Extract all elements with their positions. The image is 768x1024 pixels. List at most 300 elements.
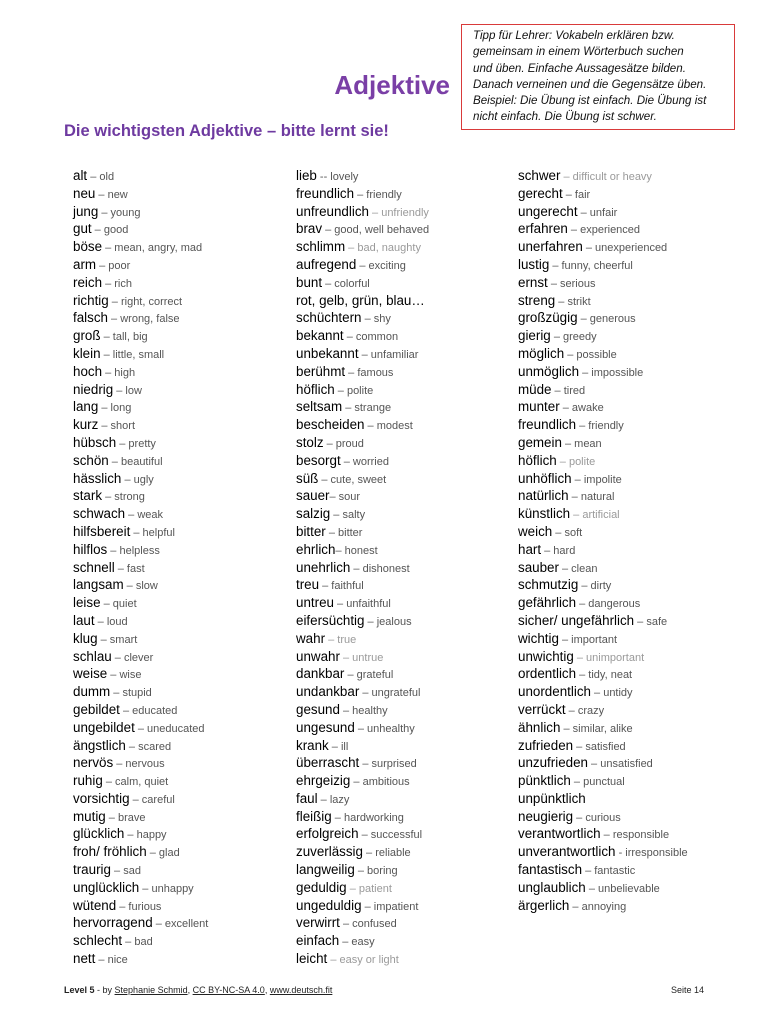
german-word: ernst xyxy=(518,274,548,290)
english-translation: – nice xyxy=(95,954,128,967)
german-word: sauber xyxy=(518,559,559,575)
german-word: fantastisch xyxy=(518,862,583,878)
vocab-row xyxy=(518,630,688,648)
vocab-row xyxy=(296,327,429,345)
english-translation: – unfriendly xyxy=(368,206,429,219)
english-translation: – furious xyxy=(116,900,162,913)
german-word: ehrlich xyxy=(296,541,336,557)
english-translation: – tidy, neat xyxy=(576,669,633,682)
german-word: schwer xyxy=(518,168,561,183)
vocab-row xyxy=(518,398,688,416)
german-word: möglich xyxy=(518,345,565,361)
german-word: seltsam xyxy=(296,399,343,415)
english-translation: – old xyxy=(87,171,115,183)
vocab-row xyxy=(518,292,688,310)
english-translation: – quiet xyxy=(100,598,137,611)
english-translation: – similar, alike xyxy=(560,722,633,735)
footer-license-link[interactable]: CC BY-NC-SA 4.0 xyxy=(192,985,265,995)
english-translation: – nervous xyxy=(113,758,165,771)
english-translation: – sour xyxy=(329,491,361,504)
vocab-row xyxy=(296,879,429,897)
vocab-row xyxy=(296,274,429,292)
vocab-row xyxy=(296,648,429,666)
vocab-row xyxy=(73,203,208,221)
vocab-column-1 xyxy=(73,167,208,968)
english-translation: – right, correct xyxy=(108,295,183,308)
german-word: bunt xyxy=(296,274,323,290)
english-translation: – annoying xyxy=(569,900,627,913)
english-translation: – unimportant xyxy=(573,651,645,664)
german-word: zufrieden xyxy=(518,737,574,753)
english-translation: – strange xyxy=(342,402,392,415)
german-word: höflich xyxy=(518,452,557,468)
english-translation: – successful xyxy=(358,829,423,842)
vocab-row xyxy=(518,416,688,434)
german-word: unverantwortlich xyxy=(518,844,616,860)
german-word: ungebildet xyxy=(73,719,135,735)
vocab-row xyxy=(518,897,688,915)
english-translation: – unsatisfied xyxy=(587,758,653,771)
vocab-row xyxy=(296,754,429,772)
vocab-row xyxy=(73,897,208,915)
english-translation: – wise xyxy=(107,669,142,682)
vocab-row xyxy=(296,719,429,737)
vocab-row xyxy=(518,879,688,897)
german-word: schmutzig xyxy=(518,577,579,593)
vocab-row xyxy=(73,256,208,274)
vocab-row xyxy=(73,683,208,701)
vocab-row xyxy=(73,327,208,345)
vocab-row xyxy=(296,576,429,594)
english-translation: – fantastic xyxy=(582,865,636,878)
vocab-row xyxy=(73,950,208,968)
vocab-row xyxy=(73,719,208,737)
vocab-row xyxy=(296,808,429,826)
german-word: alt xyxy=(73,168,88,183)
german-word: rot, gelb, grün, blau… xyxy=(296,292,425,308)
vocab-row xyxy=(296,203,429,221)
vocab-row xyxy=(73,309,208,327)
german-word: freundlich xyxy=(518,417,577,433)
german-word: arm xyxy=(73,256,97,272)
german-word: langweilig xyxy=(296,862,355,878)
vocab-row xyxy=(296,683,429,701)
german-word: ängstlich xyxy=(73,737,126,753)
german-word: lustig xyxy=(518,256,550,272)
german-word: untreu xyxy=(296,595,334,611)
english-translation: – boring xyxy=(354,865,398,878)
vocab-row xyxy=(296,594,429,612)
vocab-column-2 xyxy=(296,167,429,968)
vocab-row xyxy=(518,665,688,683)
vocab-row xyxy=(73,541,208,559)
vocab-row xyxy=(73,861,208,879)
english-translation: – new xyxy=(95,188,128,201)
english-translation: – excellent xyxy=(152,918,209,931)
vocab-row xyxy=(296,701,429,719)
english-translation: – strikt xyxy=(555,295,591,308)
english-translation: – smart xyxy=(97,633,138,646)
german-word: eifersüchtig xyxy=(296,612,365,628)
german-word: schlecht xyxy=(73,933,123,949)
vocab-row xyxy=(73,648,208,666)
english-translation: – bitter xyxy=(325,526,363,539)
footer-separator: , xyxy=(187,985,193,995)
vocab-row xyxy=(296,345,429,363)
german-word: gut xyxy=(73,221,92,237)
german-word: unerfahren xyxy=(518,239,583,255)
teacher-tip-box xyxy=(461,24,735,130)
vocab-row xyxy=(518,683,688,701)
english-translation: – friendly xyxy=(576,420,624,433)
english-translation: – clever xyxy=(111,651,154,664)
german-word: ungeduldig xyxy=(296,897,362,913)
english-translation: – responsible xyxy=(600,829,670,842)
vocab-row xyxy=(73,576,208,594)
english-translation: – patient xyxy=(346,882,392,895)
english-translation: – crazy xyxy=(565,704,605,717)
german-word: ungerecht xyxy=(518,203,578,219)
english-translation: – faithful xyxy=(319,580,364,593)
english-translation: – pretty xyxy=(116,437,156,450)
vocab-row xyxy=(296,292,429,310)
english-translation: – beautiful xyxy=(108,455,163,468)
english-translation: – worried xyxy=(340,455,389,468)
german-word: unhöflich xyxy=(518,470,572,486)
vocab-row xyxy=(296,505,429,523)
vocab-row xyxy=(73,630,208,648)
page-number: Seite 14 xyxy=(670,985,704,995)
english-translation: – hard xyxy=(541,544,576,557)
vocab-row xyxy=(296,434,429,452)
german-word: lang xyxy=(73,399,99,415)
english-translation: – helpless xyxy=(107,544,160,557)
german-word: unordentlich xyxy=(518,684,591,700)
german-word: unbekannt xyxy=(296,345,359,361)
german-word: falsch xyxy=(73,310,108,326)
vocab-row xyxy=(73,559,208,577)
english-translation: – careful xyxy=(129,793,175,806)
vocab-row xyxy=(518,648,688,666)
english-translation: – tall, big xyxy=(100,331,148,344)
german-word: undankbar xyxy=(296,684,360,700)
vocab-row xyxy=(518,754,688,772)
german-word: wahr xyxy=(296,630,326,646)
vocab-row xyxy=(296,185,429,203)
vocab-row xyxy=(518,363,688,381)
english-translation: – salty xyxy=(330,509,366,522)
english-translation: – strong xyxy=(102,491,145,504)
vocab-row xyxy=(518,594,688,612)
vocab-row xyxy=(296,612,429,630)
vocab-row xyxy=(296,790,429,808)
english-translation: – punctual xyxy=(570,776,625,789)
english-translation: – educated xyxy=(119,704,178,717)
english-translation: – ill xyxy=(328,740,349,753)
german-word: schön xyxy=(73,452,109,468)
vocab-row xyxy=(296,381,429,399)
vocab-row xyxy=(296,452,429,470)
vocab-row xyxy=(73,701,208,719)
german-word: überrascht xyxy=(296,755,360,771)
english-translation: – dishonest xyxy=(350,562,410,575)
german-word: hilfsbereit xyxy=(73,523,131,539)
english-translation: – young xyxy=(98,206,141,219)
vocab-row xyxy=(73,470,208,488)
english-translation: – hardworking xyxy=(331,811,404,824)
english-translation: – easy or light xyxy=(327,954,399,967)
english-translation: – low xyxy=(113,384,142,397)
german-word: gierig xyxy=(518,328,551,344)
vocab-row xyxy=(518,861,688,879)
german-word: streng xyxy=(518,292,556,308)
german-word: natürlich xyxy=(518,488,569,504)
english-translation: – glad xyxy=(146,847,180,860)
german-word: munter xyxy=(518,399,560,415)
english-translation: – unhealthy xyxy=(354,722,415,735)
vocab-row xyxy=(296,523,429,541)
vocab-row xyxy=(73,416,208,434)
vocab-row xyxy=(518,345,688,363)
german-word: weise xyxy=(73,666,108,682)
german-word: wütend xyxy=(73,897,117,913)
german-word: jung xyxy=(73,203,99,219)
german-word: hervorragend xyxy=(73,915,153,931)
german-word: hart xyxy=(518,541,542,557)
german-word: unehrlich xyxy=(296,559,351,575)
german-word: traurig xyxy=(73,862,111,878)
footer-website-link[interactable]: www.deutsch.fit xyxy=(269,985,333,995)
vocab-row xyxy=(73,452,208,470)
german-word: kurz xyxy=(73,417,99,433)
vocab-row xyxy=(296,398,429,416)
german-word: stolz xyxy=(296,434,324,450)
vocab-row xyxy=(73,790,208,808)
german-word: laut xyxy=(73,612,95,628)
vocab-row xyxy=(296,825,429,843)
vocab-row xyxy=(296,238,429,256)
vocab-row xyxy=(73,772,208,790)
german-word: nervös xyxy=(73,755,114,771)
english-translation: – brave xyxy=(105,811,146,824)
english-translation: – ungrateful xyxy=(359,687,421,700)
vocab-row xyxy=(296,487,429,505)
vocab-row xyxy=(518,719,688,737)
english-translation: – impossible xyxy=(579,366,644,379)
german-word: hübsch xyxy=(73,434,117,450)
english-translation: – greedy xyxy=(550,331,597,344)
english-translation: – modest xyxy=(364,420,413,433)
english-translation: – weak xyxy=(125,509,164,522)
tip-line: nicht einfach. Die Übung ist schwer. xyxy=(473,110,657,124)
english-translation: – ugly xyxy=(121,473,154,486)
german-word: ähnlich xyxy=(518,719,561,735)
english-translation: – satisfied xyxy=(573,740,626,753)
vocab-row xyxy=(518,470,688,488)
german-word: unpünktlich xyxy=(518,790,586,806)
vocab-row xyxy=(518,185,688,203)
english-translation: – loud xyxy=(94,615,128,628)
vocab-row xyxy=(73,167,208,185)
vocab-row xyxy=(518,808,688,826)
english-translation: – uneducated xyxy=(134,722,205,735)
english-translation: – unfair xyxy=(577,206,618,219)
english-translation: – unfamiliar xyxy=(358,348,419,361)
english-translation: – bad, naughty xyxy=(345,242,421,255)
german-word: salzig xyxy=(296,506,331,522)
vocab-row xyxy=(73,434,208,452)
german-word: schlimm xyxy=(296,239,346,255)
vocab-row xyxy=(73,879,208,897)
german-word: neu xyxy=(73,185,96,201)
german-word: weich xyxy=(518,523,553,539)
page-footer xyxy=(64,985,704,995)
german-word: unmöglich xyxy=(518,363,580,379)
german-word: ärgerlich xyxy=(518,897,570,913)
vocab-row xyxy=(518,843,688,861)
english-translation: – sad xyxy=(110,865,141,878)
english-translation: – honest xyxy=(335,544,378,557)
german-word: aufregend xyxy=(296,256,357,272)
german-word: höflich xyxy=(296,381,335,397)
german-word: bescheiden xyxy=(296,417,365,433)
english-translation: – true xyxy=(325,633,357,646)
english-translation: – mean, angry, mad xyxy=(102,242,203,255)
german-word: einfach xyxy=(296,933,340,949)
english-translation: – common xyxy=(343,331,399,344)
german-word: neugierig xyxy=(518,808,574,824)
german-word: ordentlich xyxy=(518,666,577,682)
tip-line: Beispiel: Die Übung ist einfach. Die Übung ist xyxy=(473,94,707,108)
english-translation: – clean xyxy=(558,562,598,575)
footer-author-link[interactable]: Stephanie Schmid xyxy=(114,985,188,995)
german-word: niedrig xyxy=(73,381,114,397)
german-word: lieb xyxy=(296,168,317,183)
german-word: klug xyxy=(73,630,98,646)
english-translation: – untidy xyxy=(590,687,633,700)
vocab-row xyxy=(73,274,208,292)
german-word: froh/ fröhlich xyxy=(73,844,147,860)
english-translation: – long xyxy=(98,402,132,415)
english-translation: – polite xyxy=(334,384,374,397)
vocab-row xyxy=(518,167,688,185)
vocab-row xyxy=(73,594,208,612)
vocab-row xyxy=(296,914,429,932)
vocab-row xyxy=(73,754,208,772)
english-translation: – impatient xyxy=(361,900,419,913)
english-translation: – unexperienced xyxy=(582,242,668,255)
german-word: böse xyxy=(73,239,103,255)
vocab-row xyxy=(73,487,208,505)
vocab-row xyxy=(73,220,208,238)
english-translation: – slow xyxy=(123,580,158,593)
english-translation: -- lovely xyxy=(316,171,359,183)
english-translation: – bad xyxy=(122,936,153,949)
english-translation: – short xyxy=(98,420,135,433)
english-translation: – polite xyxy=(556,455,596,468)
english-translation: – exciting xyxy=(356,259,406,272)
vocab-row xyxy=(296,363,429,381)
german-word: gerecht xyxy=(518,185,563,201)
english-translation: – surprised xyxy=(359,758,417,771)
vocab-row xyxy=(518,576,688,594)
vocab-row xyxy=(296,256,429,274)
german-word: berühmt xyxy=(296,363,346,379)
english-translation: – funny, cheerful xyxy=(549,259,633,272)
english-translation: – important xyxy=(558,633,618,646)
english-translation: – difficult or heavy xyxy=(560,171,652,183)
english-translation: – cute, sweet xyxy=(318,473,387,486)
english-translation: – unbelievable xyxy=(585,882,660,895)
vocab-row xyxy=(296,950,429,968)
english-translation: – good xyxy=(91,224,129,237)
english-translation: – lazy xyxy=(317,793,350,806)
vocab-row xyxy=(518,381,688,399)
vocab-row xyxy=(73,523,208,541)
english-translation: – good, well behaved xyxy=(322,224,430,237)
german-word: sicher/ ungefährlich xyxy=(518,612,635,628)
vocab-row xyxy=(518,327,688,345)
german-word: unwichtig xyxy=(518,648,574,664)
vocab-row xyxy=(518,274,688,292)
german-word: verwirrt xyxy=(296,915,340,931)
german-word: brav xyxy=(296,221,323,237)
vocab-row xyxy=(518,701,688,719)
german-word: unglücklich xyxy=(73,879,140,895)
german-word: künstlich xyxy=(518,506,571,522)
english-translation: - irresponsible xyxy=(615,847,688,860)
vocab-row xyxy=(518,612,688,630)
german-word: ungesund xyxy=(296,719,355,735)
german-word: nett xyxy=(73,951,96,967)
english-translation: – colorful xyxy=(322,277,370,290)
english-translation: – soft xyxy=(552,526,583,539)
german-word: besorgt xyxy=(296,452,341,468)
german-word: schwach xyxy=(73,506,126,522)
english-translation: – impolite xyxy=(571,473,622,486)
tip-line: gemeinsam in einem Wörterbuch suchen xyxy=(473,45,684,59)
german-word: groß xyxy=(73,328,101,344)
footer-by: - by xyxy=(94,985,115,995)
vocab-row xyxy=(73,665,208,683)
vocab-row xyxy=(518,559,688,577)
vocab-row xyxy=(518,238,688,256)
vocab-row xyxy=(73,185,208,203)
vocab-row xyxy=(518,505,688,523)
german-word: sauer xyxy=(296,488,330,504)
english-translation: – stupid xyxy=(110,687,152,700)
english-translation: – unfaithful xyxy=(333,598,391,611)
german-word: reich xyxy=(73,274,103,290)
vocab-row xyxy=(518,523,688,541)
vocab-row xyxy=(296,416,429,434)
vocab-row xyxy=(296,843,429,861)
german-word: dumm xyxy=(73,684,111,700)
english-translation: – ambitious xyxy=(350,776,410,789)
tip-line: Danach verneinen und die Gegensätze üben. xyxy=(473,77,707,91)
english-translation: – awake xyxy=(559,402,604,415)
vocab-row xyxy=(296,630,429,648)
vocab-row xyxy=(296,309,429,327)
english-translation: – high xyxy=(102,366,136,379)
german-word: hässlich xyxy=(73,470,122,486)
german-word: erfolgreich xyxy=(296,826,359,842)
english-translation: – dirty xyxy=(578,580,612,593)
german-word: schlau xyxy=(73,648,112,664)
german-word: klein xyxy=(73,345,101,361)
english-translation: – poor xyxy=(96,259,131,272)
vocab-row xyxy=(296,665,429,683)
